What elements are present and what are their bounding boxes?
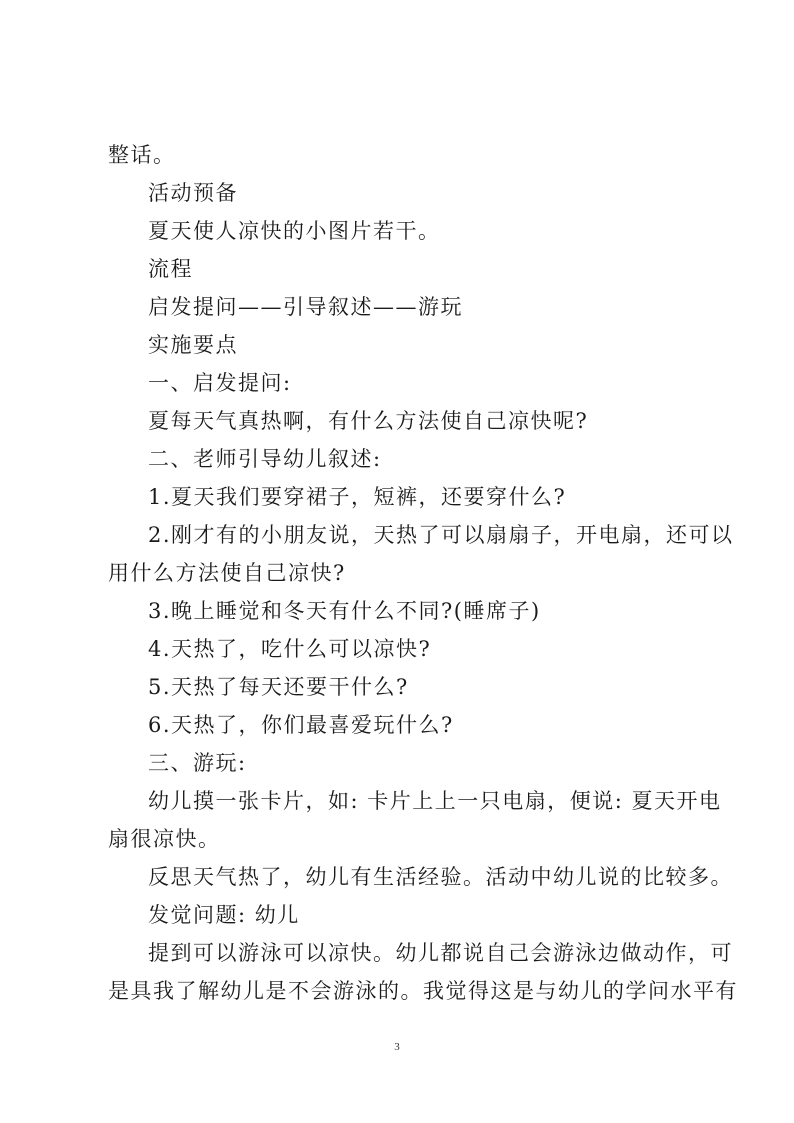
text-line: 启发提问——引导叙述——游玩 <box>148 295 463 319</box>
list-item-continuation: 用什么方法使自己凉快? <box>108 561 346 585</box>
text-line: 反思天气热了，幼儿有生活经验。活动中幼儿说的比较多。 <box>148 865 733 889</box>
section-heading-process: 流程 <box>148 257 193 281</box>
text-line: 发觉问题: 幼儿 <box>148 903 300 927</box>
subsection-heading: 一、启发提问: <box>148 371 292 395</box>
list-item: 6.天热了，你们最喜爱玩什么? <box>148 713 454 737</box>
list-item: 4.天热了，吃什么可以凉快? <box>148 637 432 661</box>
page-number: 3 <box>394 1041 400 1053</box>
text-line: 提到可以游泳可以凉快。幼儿都说自己会游泳边做动作，可 <box>148 941 733 965</box>
list-item: 5.天热了每天还要干什么? <box>148 675 409 699</box>
section-heading-preparation: 活动预备 <box>148 181 238 205</box>
subsection-heading: 二、老师引导幼儿叙述: <box>148 447 382 471</box>
list-item: 1.夏天我们要穿裙子，短裤，还要穿什么? <box>148 485 567 509</box>
text-line-continuation: 是具我了解幼儿是不会游泳的。我觉得这是与幼儿的学问水平有 <box>108 979 738 1003</box>
text-line: 幼儿摸一张卡片，如: 卡片上上一只电扇，便说: 夏天开电 <box>148 789 722 813</box>
text-line: 夏每天气真热啊，有什么方法使自己凉快呢? <box>148 409 589 433</box>
list-item: 3.晚上睡觉和冬天有什么不同?(睡席子) <box>148 599 541 623</box>
subsection-heading: 三、游玩: <box>148 751 247 775</box>
text-line-continuation: 整话。 <box>108 143 176 167</box>
section-heading-key-points: 实施要点 <box>148 333 238 357</box>
text-line: 夏天使人凉快的小图片若干。 <box>148 219 441 243</box>
list-item: 2.刚才有的小朋友说，天热了可以扇扇子，开电扇，还可以 <box>148 523 734 547</box>
text-line-continuation: 扇很凉快。 <box>108 827 221 851</box>
